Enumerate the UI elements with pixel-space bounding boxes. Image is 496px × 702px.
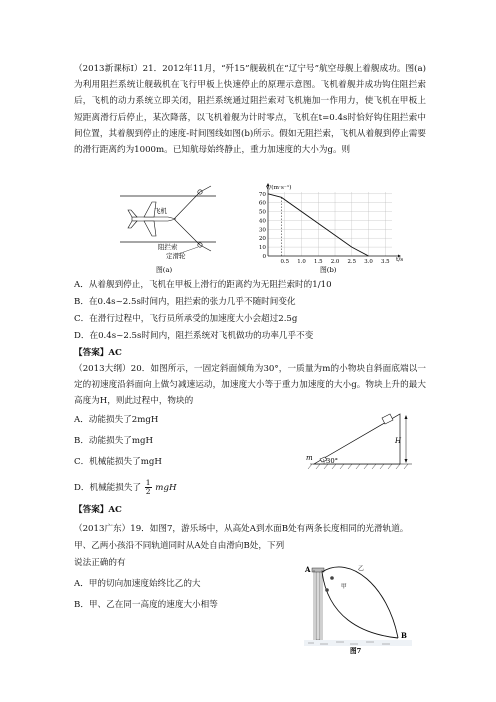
q1-option-a: A．从着舰到停止，飞机在甲板上滑行的距离约为无阻拦索时的1/10 <box>74 280 332 290</box>
label-m: m <box>306 454 313 462</box>
q2-option-d <box>74 479 176 496</box>
incline-figure <box>300 396 418 472</box>
label-angle: 30° <box>326 457 339 465</box>
chart-y-tick-label: 60 <box>258 200 266 207</box>
label-H: H <box>395 437 402 445</box>
q2-option-b: B．动能损失了mgH <box>74 436 154 446</box>
label-plane: 飞机 <box>154 207 167 215</box>
chart-y-tick-label: 10 <box>258 245 266 252</box>
chart-y-tick-label: 50 <box>258 209 266 216</box>
chart-x-tick-label: 3.0 <box>364 259 373 265</box>
q3-stem-line-2: 甲、乙两小孩沿不同轨道同时从A处自由滑向B处，下列 <box>74 541 285 551</box>
label-jia: 甲 <box>341 584 347 590</box>
figure-b-velocity-time-chart <box>246 182 412 276</box>
chart-x-tick-label: 2.5 <box>347 259 357 265</box>
label-yi: 乙 <box>358 566 364 572</box>
chart-y-axis-label: v/(m·s⁻¹) <box>266 185 292 191</box>
q3-stem-line-1: （2013广东）19．如图7，游乐场中，从高处A到水面B处有两条长度相同的光滑轨道。 <box>74 524 409 534</box>
q2-option-d-prefix: D．机械能损失了 <box>74 483 142 493</box>
label-A: A <box>305 565 311 574</box>
chart-x-axis-label: t/s <box>396 257 404 263</box>
q2-stem: （2013大纲）20．如图所示，一固定斜面倾角为30°，一质量为m的小物块自斜面底端以一定的初速度沿斜面向上做匀减速运动，加速度大小等于重力加速度的大小g。物块上升的最大高度为H，则此过程中，物块的 <box>74 364 426 407</box>
chart-y-tick-label: 0 <box>262 254 266 260</box>
q3-stem-line-3: 说法正确的有 <box>74 558 126 568</box>
caption-figure-b: 图(b) <box>320 266 337 274</box>
chart-y-tick-label: 70 <box>258 191 266 198</box>
slide-figure-7 <box>300 556 416 654</box>
chart-x-tick-label: 1.5 <box>313 259 323 265</box>
chart-y-tick-label: 40 <box>258 218 266 225</box>
q1-option-b: B．在0.4s~2.5s时间内，阻拦索的张力几乎不随时间变化 <box>74 297 296 307</box>
fraction-numerator: 1 <box>145 478 151 487</box>
q1-option-c: C．在滑行过程中，飞行员所承受的加速度大小会超过2.5g <box>74 314 298 324</box>
caption-figure-a: 图(a) <box>156 266 173 274</box>
figure-a-arrester-diagram <box>118 184 218 276</box>
q3-option-a: A．甲的切向加速度始终比乙的大 <box>74 579 201 589</box>
q2-option-c: C．机械能损失了mgH <box>74 457 162 467</box>
fraction-one-half <box>145 479 152 496</box>
q1-answer: 【答案】AC <box>74 348 122 358</box>
label-pulley: 定滑轮 <box>166 252 186 260</box>
label-B: B <box>401 631 407 640</box>
chart-y-tick-label: 30 <box>258 227 266 234</box>
q2-option-a: A．动能损失了2mgH <box>74 415 159 425</box>
chart-x-tick-label: 3.5 <box>381 259 390 265</box>
q2-answer: 【答案】AC <box>74 505 122 515</box>
chart-x-tick-label: 0.5 <box>280 259 290 265</box>
q3-option-b: B．甲、乙在同一高度的速度大小相等 <box>74 600 218 610</box>
label-cable: 阻拦索 <box>158 243 178 251</box>
chart-x-tick-label: 1.0 <box>297 259 306 265</box>
q1-option-d: D．在0.4s~2.5s时间内，阻拦系统对飞机做功的功率几乎不变 <box>74 331 314 341</box>
chart-y-tick-label: 20 <box>258 236 266 243</box>
chart-x-tick-label: 2.0 <box>330 259 340 265</box>
q2-option-d-suffix: mgH <box>155 483 177 493</box>
fraction-denominator: 2 <box>145 487 151 496</box>
caption-figure-7: 图7 <box>350 647 362 654</box>
q1-stem: （2013新课标Ⅰ）21．2012年11月，“歼15”舰载机在“辽宁号”航空母舰上着舰成功。图(a)为利用阻拦系统让舰载机在飞行甲板上快速停止的原理示意图。飞机着舰并成功钩住阻拦索后，飞机的动力系统立即关闭，阻拦系统通过阻拦索对飞机施加一作用力，使飞机在甲板上短距离滑行后停止，某次降落，以飞机着舰为计时零点，飞机在t=0.4s时恰好钩住阻拦索中间位置，其着舰到停止的速度-时间图线如图(b)所示。假如无阻拦索，飞机从着舰到停止需要的滑行距离约为1000m。已知航母始终静止，重力加速度的大小为g。则 <box>74 64 426 156</box>
